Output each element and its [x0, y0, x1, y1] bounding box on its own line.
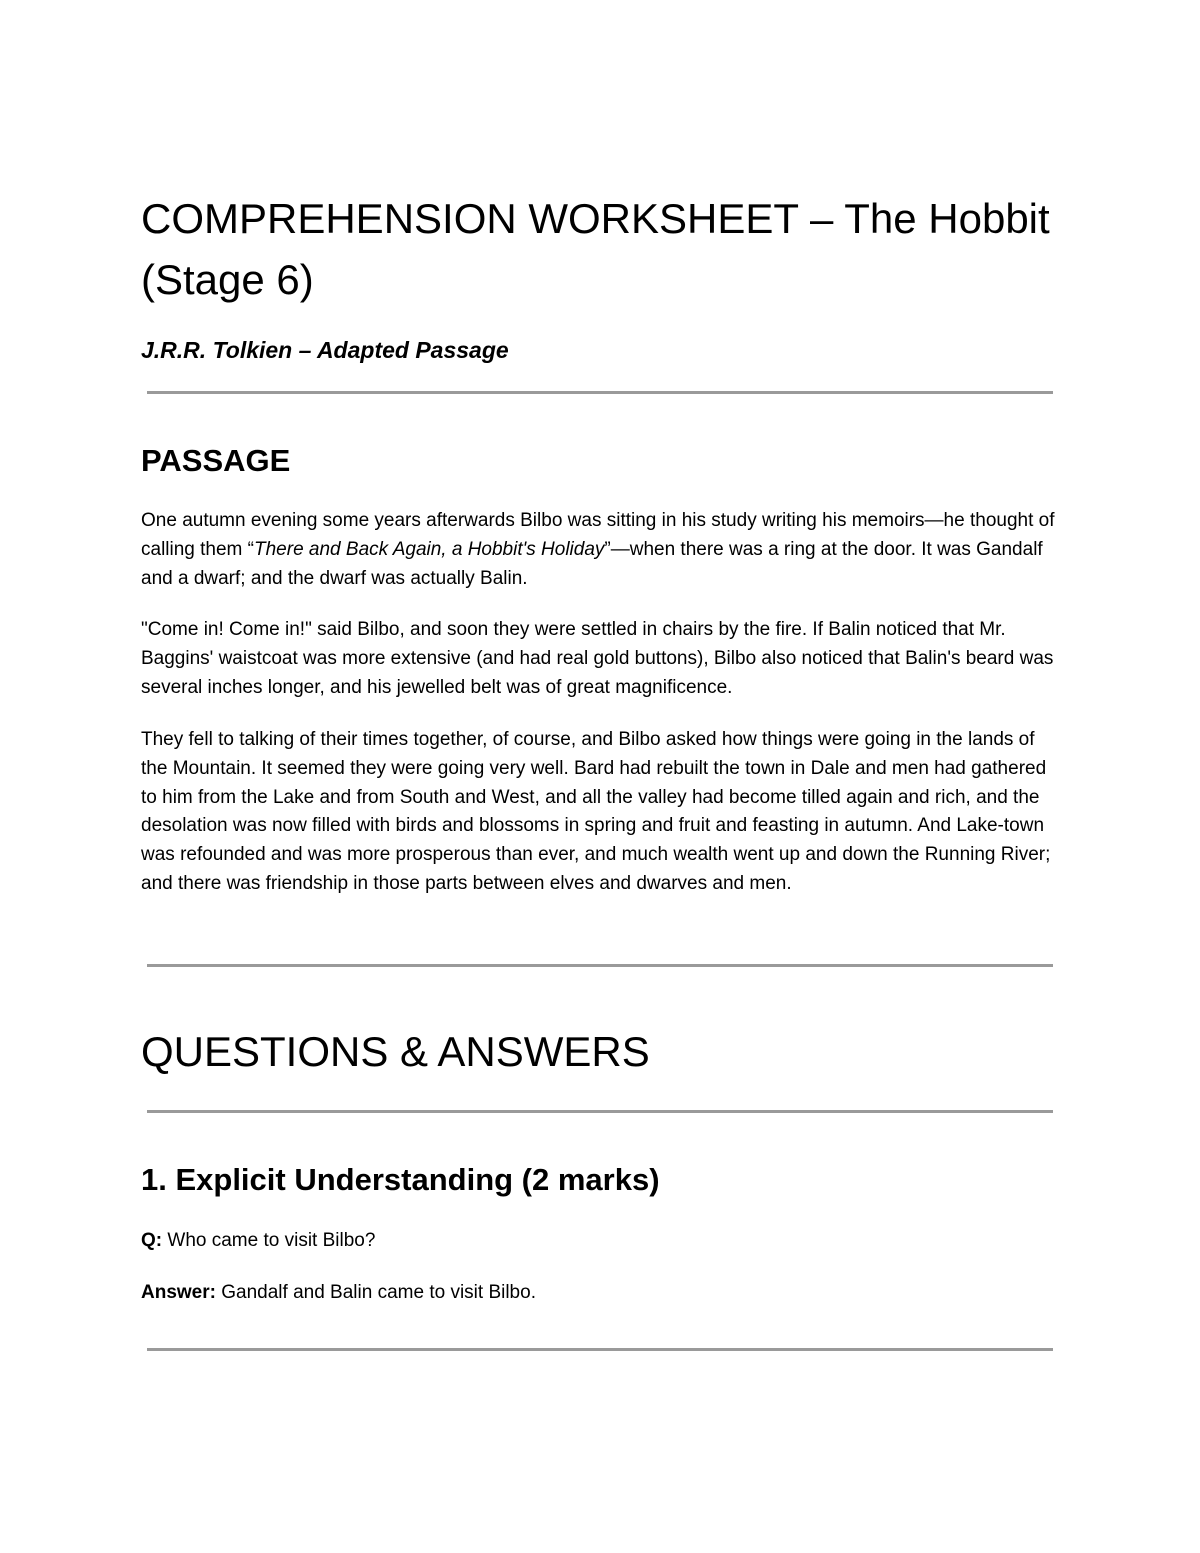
answer-body: Gandalf and Balin came to visit Bilbo.: [215, 1282, 536, 1303]
divider: [147, 391, 1053, 394]
worksheet-title: COMPREHENSION WORKSHEET – The Hobbit (Stage 6): [141, 195, 1050, 303]
memoir-title: There and Back Again, a Hobbit's Holiday: [254, 538, 605, 560]
question-1-heading: 1. Explicit Understanding (2 marks): [141, 1162, 660, 1197]
worksheet-subtitle: J.R.R. Tolkien – Adapted Passage: [141, 337, 509, 363]
answer-1-text: [141, 1279, 1066, 1307]
passage-paragraph-1-end: ”—when there was a ring at the door. It was Gandalf and a dwarf; and the dwarf was actually Balin.: [141, 538, 1043, 589]
question-1-text: [141, 1227, 1066, 1255]
passage-heading: PASSAGE: [141, 443, 291, 478]
passage-paragraph-1-start: One autumn evening some years afterwards Bilbo was sitting in his study writing his memoirs—he thought of calling them “: [141, 510, 1055, 560]
passage-paragraph-2: "Come in! Come in!" said Bilbo, and soon they were settled in chairs by the fire. If Balin noticed that Mr. Baggins' waistcoat was more extensive (and had real gold buttons), Bilbo also noticed that Balin's beard was several inches longer, and his jewelled belt was of great magnificence.: [141, 619, 1054, 698]
passage-paragraph-3: They fell to talking of their times together, of course, and Bilbo asked how things were going in the lands of the Mountain. It seemed they were going very well. Bard had rebuilt the town in Dale and men had gathered to him from the Lake and from South and West, and all the valley had become tilled again and rich, and the desolation was now filled with birds and blossoms in spring and fruit and feasting in autumn. And Lake-town was refounded and was more prosperous than ever, and much wealth went up and down the Running River; and there was friendship in those parts between elves and dwarves and men.: [141, 729, 1051, 894]
question-body: Who came to visit Bilbo?: [162, 1230, 376, 1251]
answer-label: Answer:: [141, 1282, 216, 1303]
divider: [147, 1110, 1053, 1113]
question-label: Q:: [141, 1230, 163, 1251]
divider: [147, 964, 1053, 967]
passage-paragraph-1: [141, 507, 1066, 593]
qa-heading: QUESTIONS & ANSWERS: [141, 1028, 650, 1075]
divider: [147, 1348, 1053, 1351]
